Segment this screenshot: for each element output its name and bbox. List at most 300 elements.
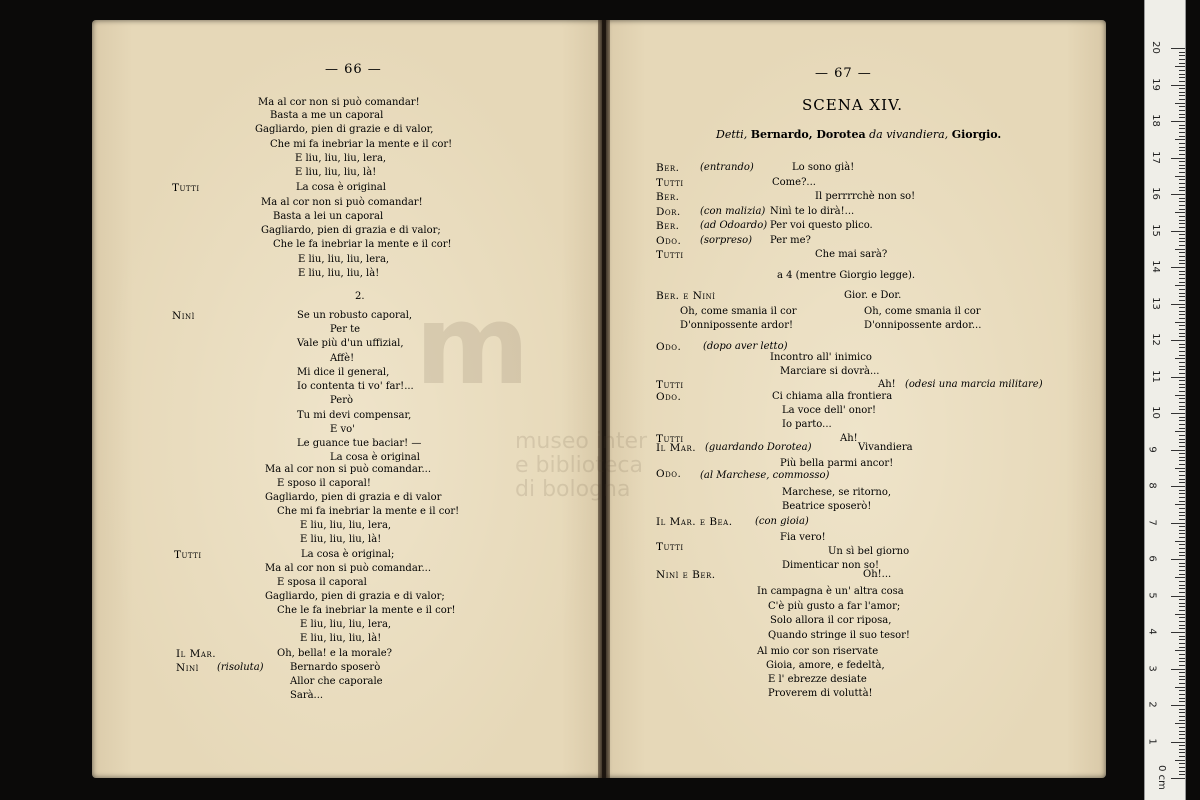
ruler-tick [1179, 271, 1185, 272]
ruler-tick [1179, 143, 1185, 144]
stage-direction: (guardando Dorotea) [705, 442, 812, 453]
ruler-tick [1179, 179, 1185, 180]
speaker-label: Il Mar. [176, 648, 217, 660]
ruler-tick [1179, 125, 1185, 126]
ruler-tick [1179, 490, 1185, 491]
ruler-tick [1179, 621, 1185, 622]
ruler-tick [1179, 592, 1185, 593]
ruler-tick [1179, 223, 1185, 224]
verse-line: In campagna è un' altra cosa [757, 586, 904, 597]
ruler-tick [1179, 665, 1185, 666]
ruler-tick [1171, 304, 1185, 305]
ruler-tick [1175, 139, 1185, 140]
ruler-tick [1179, 654, 1185, 655]
ruler-tick [1179, 752, 1185, 753]
speaker-label: Ninì [172, 310, 195, 322]
ruler-tick [1179, 336, 1185, 337]
ruler-number: 20 [1149, 41, 1161, 54]
verse-line: Io parto... [782, 419, 832, 430]
ruler-tick [1179, 398, 1185, 399]
verse-line: Vivandiera [858, 442, 913, 453]
verse-line: Ma al cor non si può comandar... [265, 464, 432, 475]
ruler-tick [1179, 128, 1185, 129]
verse-line: Gagliardo, pien di grazia e di valor; [261, 225, 441, 236]
ruler-tick [1179, 606, 1185, 607]
verse-line: E sposa il caporal [277, 577, 367, 588]
ruler-tick [1179, 278, 1185, 279]
page-number-left: — 66 — [325, 62, 382, 77]
verse-line: E l' ebrezze desiate [768, 674, 867, 685]
verse-line: Che le fa inebriar la mente e il cor! [273, 239, 452, 250]
ruler-tick [1179, 439, 1185, 440]
verse-line: Basta a me un caporal [270, 110, 384, 121]
ruler-tick [1179, 110, 1185, 111]
ruler-number: 12 [1149, 333, 1161, 346]
ruler-tick [1179, 387, 1185, 388]
ruler-tick [1171, 778, 1185, 779]
ruler-tick [1179, 333, 1185, 334]
verse-line: Le guance tue baciar! — [297, 438, 422, 449]
verse-line: C'è più gusto a far l'amor; [768, 601, 901, 612]
ruler-number: 17 [1149, 150, 1161, 164]
verse-line: Per me? [770, 235, 811, 246]
ruler-tick [1179, 526, 1185, 527]
ruler-number: 8 [1146, 482, 1158, 489]
ruler-tick [1179, 734, 1185, 735]
verse-line: Affè! [330, 353, 355, 364]
ruler-tick [1179, 424, 1185, 425]
ruler-tick [1175, 431, 1185, 432]
subtitle-role: da vivandiera, [869, 128, 949, 141]
ruler-tick [1179, 92, 1185, 93]
speaker-label: Ninì e Ber. [656, 569, 716, 581]
stage-direction: (con malizia) [700, 206, 766, 217]
page-number-right: — 67 — [815, 66, 872, 81]
ruler-tick [1179, 676, 1185, 677]
ruler-tick [1179, 475, 1185, 476]
ruler-tick [1179, 698, 1185, 699]
ruler-tick [1179, 446, 1185, 447]
verse-line: Ah! [878, 379, 896, 390]
ruler-tick [1179, 406, 1185, 407]
ruler-tick [1171, 523, 1185, 524]
watermark-line-2: e biblioteca [515, 453, 643, 478]
ruler-tick [1179, 533, 1185, 534]
ruler-tick [1179, 63, 1185, 64]
ruler-tick [1179, 574, 1185, 575]
ruler-tick [1179, 544, 1185, 545]
ruler-tick [1175, 176, 1185, 177]
ruler-tick [1179, 428, 1185, 429]
speaker-label: Ber. [656, 162, 680, 174]
ruler-tick [1175, 650, 1185, 651]
ruler-tick [1171, 48, 1185, 49]
ruler-tick [1179, 712, 1185, 713]
stage-direction: (risoluta) [217, 662, 264, 673]
speaker-label: Odo. [656, 391, 682, 403]
verse-line: Oh, come smania il cor [680, 306, 797, 317]
ruler-tick [1175, 723, 1185, 724]
ruler-tick [1179, 464, 1185, 465]
ruler-tick [1179, 300, 1185, 301]
ruler-tick [1179, 391, 1185, 392]
ruler-tick [1179, 150, 1185, 151]
ruler-number: 11 [1149, 369, 1161, 383]
ruler-tick [1179, 683, 1185, 684]
ruler-tick [1179, 745, 1185, 746]
ruler-tick [1179, 515, 1185, 516]
verse-line: Che mai sarà? [815, 249, 888, 260]
ruler-tick [1175, 395, 1185, 396]
ruler-tick [1175, 212, 1185, 213]
speaker-label: Tutti [172, 182, 200, 194]
ruler-tick [1179, 555, 1185, 556]
ruler-number: 18 [1149, 114, 1161, 127]
verse-line: Ma al cor non si può comandar! [261, 197, 423, 208]
ruler-tick [1175, 358, 1185, 359]
ruler-tick [1179, 625, 1185, 626]
ruler-tick [1179, 293, 1185, 294]
ruler-tick [1171, 121, 1185, 122]
ruler-tick [1179, 647, 1185, 648]
ruler-number: 10 [1149, 406, 1161, 419]
ruler-tick [1179, 636, 1185, 637]
stage-direction: (entrando) [700, 162, 754, 173]
ruler-tick [1171, 85, 1185, 86]
ruler-number: 5 [1146, 591, 1158, 599]
ruler-tick [1171, 632, 1185, 633]
verse-line: E sposo il caporal! [277, 478, 371, 489]
verse-line: Incontro all' inimico [770, 352, 872, 363]
verse-line: 2. [355, 291, 365, 302]
ruler-tick [1179, 168, 1185, 169]
ruler-tick [1179, 289, 1185, 290]
verse-line: La cosa è original; [301, 549, 395, 560]
speaker-label: Odo. [656, 468, 682, 480]
ruler-tick [1179, 241, 1185, 242]
ruler-tick [1179, 59, 1185, 60]
ruler-tick [1179, 537, 1185, 538]
ruler-tick [1179, 99, 1185, 100]
verse-line: a 4 (mentre Giorgio legge). [777, 270, 916, 281]
ruler-tick [1179, 756, 1185, 757]
ruler-tick [1179, 311, 1185, 312]
ruler-tick [1179, 165, 1185, 166]
ruler-tick [1179, 727, 1185, 728]
ruler-tick [1179, 172, 1185, 173]
verse-line: Fia vero! [780, 532, 826, 543]
ruler-tick [1175, 577, 1185, 578]
verse-line: Ci chiama alla frontiera [772, 391, 893, 402]
watermark-text [515, 430, 647, 502]
ruler-tick [1179, 694, 1185, 695]
verse-line: Lo sono già! [792, 162, 855, 173]
library-watermark [395, 281, 655, 502]
speaker-label: Dor. [656, 206, 681, 218]
ruler-tick [1179, 384, 1185, 385]
ruler-tick [1179, 190, 1185, 191]
ruler-tick [1179, 260, 1185, 261]
subtitle-names: Bernardo, Dorotea [750, 128, 866, 141]
ruler-tick [1179, 453, 1185, 454]
ruler-tick [1179, 77, 1185, 78]
stage-direction: (ad Odoardo) [700, 220, 768, 231]
scene-title: SCENA XIV. [802, 96, 904, 114]
ruler-tick [1179, 205, 1185, 206]
ruler-tick [1179, 362, 1185, 363]
ruler-number: 4 [1146, 628, 1158, 635]
ruler-tick [1171, 486, 1185, 487]
ruler-tick [1179, 563, 1185, 564]
ruler-tick [1179, 435, 1185, 436]
watermark-logo: m [415, 281, 530, 409]
ruler-tick [1179, 771, 1185, 772]
ruler-tick [1175, 322, 1185, 323]
ruler-tick [1179, 588, 1185, 589]
ruler-tick [1179, 493, 1185, 494]
verse-line: E liu, liu, liu, là! [298, 268, 380, 279]
ruler-tick [1179, 351, 1185, 352]
ruler-tick [1179, 501, 1185, 502]
ruler-number: 15 [1149, 223, 1161, 237]
ruler-number: 3 [1146, 664, 1158, 672]
ruler-tick [1179, 344, 1185, 345]
ruler-number: 0 cm [1155, 765, 1167, 790]
ruler-tick [1179, 774, 1185, 775]
ruler-tick [1179, 402, 1185, 403]
verse-line: Più bella parmi ancor! [780, 458, 894, 469]
ruler-tick [1179, 256, 1185, 257]
ruler-tick [1179, 471, 1185, 472]
ruler-tick [1179, 296, 1185, 297]
verse-line: Sarà... [290, 690, 324, 701]
ruler-tick [1175, 504, 1185, 505]
ruler-tick [1179, 187, 1185, 188]
ruler-tick [1179, 147, 1185, 148]
ruler-tick [1179, 610, 1185, 611]
ruler-tick [1179, 220, 1185, 221]
verse-line: Un sì bel giorno [828, 546, 910, 557]
speaker-label: Tutti [174, 549, 202, 561]
ruler-tick [1179, 548, 1185, 549]
verse-line: Ma al cor non si può comandar... [265, 563, 432, 574]
ruler-tick [1175, 103, 1185, 104]
ruler-tick [1179, 701, 1185, 702]
verse-line: La voce dell' onor! [782, 405, 877, 416]
ruler-tick [1179, 307, 1185, 308]
ruler-tick [1175, 760, 1185, 761]
ruler-tick [1175, 687, 1185, 688]
verse-line: Oh, bella! e la morale? [277, 648, 393, 659]
ruler-number: 1 [1146, 737, 1158, 745]
verse-line: Che le fa inebriar la mente e il cor! [277, 605, 456, 616]
ruler-tick [1179, 643, 1185, 644]
verse-line: E liu, liu, liu, lera, [298, 254, 390, 265]
ruler-tick [1179, 74, 1185, 75]
subtitle-detti: Detti, [716, 128, 748, 141]
verse-line: E liu, liu, liu, là! [300, 633, 382, 644]
verse-line: Io contenta ti vo' far!... [297, 381, 414, 392]
ruler-tick [1179, 366, 1185, 367]
verse-line: Gior. e Dor. [844, 290, 902, 301]
ruler-tick [1179, 70, 1185, 71]
ruler-tick [1179, 117, 1185, 118]
ruler-tick [1179, 460, 1185, 461]
speaker-label: Ninì [176, 662, 199, 674]
ruler-tick [1179, 508, 1185, 509]
measurement-ruler [1144, 0, 1186, 800]
ruler-tick [1179, 482, 1185, 483]
ruler-tick [1179, 749, 1185, 750]
stage-direction: (dopo aver letto) [703, 341, 788, 352]
verse-line: Gagliardo, pien di grazia e di valor [265, 492, 442, 503]
ruler-tick [1179, 373, 1185, 374]
verse-line: Marciare si dovrà... [780, 366, 880, 377]
ruler-tick [1175, 614, 1185, 615]
ruler-tick [1179, 369, 1185, 370]
verse-line: Mi dice il general, [297, 367, 390, 378]
verse-line: D'onnipossente ardor... [864, 320, 982, 331]
ruler-tick [1179, 325, 1185, 326]
verse-line: Vale più d'un uffizial, [297, 338, 404, 349]
verse-line: Come?... [772, 177, 816, 188]
verse-line: E liu, liu, liu, là! [300, 534, 382, 545]
speaker-label: Tutti [656, 249, 684, 261]
ruler-tick [1179, 114, 1185, 115]
ruler-tick [1171, 340, 1185, 341]
ruler-tick [1179, 318, 1185, 319]
ruler-tick [1171, 267, 1185, 268]
speaker-label: Ber. [656, 191, 680, 203]
ruler-tick [1179, 738, 1185, 739]
ruler-tick [1179, 227, 1185, 228]
ruler-tick [1179, 88, 1185, 89]
ruler-tick [1179, 690, 1185, 691]
ruler-tick [1179, 209, 1185, 210]
ruler-tick [1179, 672, 1185, 673]
verse-line: Bernardo sposerò [290, 662, 381, 673]
verse-line: Gagliardo, pien di grazia e di valor; [265, 591, 445, 602]
ruler-tick [1179, 479, 1185, 480]
verse-line: Tu mi devi compensar, [297, 410, 412, 421]
ruler-number: 7 [1146, 518, 1158, 526]
ruler-tick [1175, 66, 1185, 67]
verse-line: Se un robusto caporal, [297, 310, 413, 321]
ruler-tick [1179, 716, 1185, 717]
verse-line: Per te [330, 324, 361, 335]
ruler-tick [1175, 285, 1185, 286]
verse-line: E liu, liu, liu, là! [295, 167, 377, 178]
speaker-label: Tutti [656, 379, 684, 391]
stage-direction: (con gioia) [755, 516, 809, 527]
verse-line: Oh, come smania il cor [864, 306, 981, 317]
ruler-tick [1179, 106, 1185, 107]
ruler-tick [1179, 409, 1185, 410]
speaker-label: Tutti [656, 541, 684, 553]
ruler-tick [1171, 669, 1185, 670]
ruler-tick [1179, 216, 1185, 217]
ruler-tick [1179, 709, 1185, 710]
ruler-tick [1179, 457, 1185, 458]
stage-direction: (sorpreso) [700, 235, 752, 246]
ruler-tick [1179, 512, 1185, 513]
ruler-tick [1175, 541, 1185, 542]
ruler-tick [1179, 603, 1185, 604]
ruler-tick [1179, 530, 1185, 531]
verse-line: Gioia, amore, e fedeltà, [766, 660, 885, 671]
ruler-tick [1179, 132, 1185, 133]
ruler-number: 16 [1149, 187, 1161, 200]
ruler-number: 6 [1146, 555, 1158, 562]
ruler-tick [1179, 252, 1185, 253]
ruler-tick [1171, 158, 1185, 159]
ruler-tick [1179, 282, 1185, 283]
ruler-tick [1179, 679, 1185, 680]
ruler-number: 13 [1149, 296, 1161, 310]
verse-line: Basta a lei un caporal [273, 211, 384, 222]
verse-line: Oh!... [863, 569, 892, 580]
verse-line: Il perrrrchè non so! [815, 191, 916, 202]
scene-characters [716, 128, 1001, 141]
ruler-tick [1179, 329, 1185, 330]
ruler-tick [1179, 420, 1185, 421]
verse-line: La cosa è original [296, 182, 386, 193]
verse-line: Quando stringe il suo tesor! [768, 630, 910, 641]
speaker-label: Il Mar. e Bea. [656, 516, 733, 528]
ruler-tick [1179, 263, 1185, 264]
verse-line: Dimenticar non so! [782, 560, 880, 571]
verse-line: Ma al cor non si può comandar! [258, 97, 420, 108]
ruler-tick [1179, 136, 1185, 137]
ruler-tick [1179, 552, 1185, 553]
ruler-tick [1179, 570, 1185, 571]
ruler-tick [1179, 661, 1185, 662]
verse-line: D'onnipossente ardor! [680, 320, 793, 331]
verse-line: Proverem di voluttà! [768, 688, 873, 699]
speaker-label: Ber. [656, 220, 680, 232]
verse-line: Beatrice sposerò! [782, 501, 872, 512]
ruler-tick [1179, 52, 1185, 53]
stage-direction: (odesi una marcia militare) [905, 379, 1043, 390]
ruler-tick [1179, 314, 1185, 315]
ruler-number: 19 [1149, 77, 1161, 91]
verse-line: Al mio cor son riservate [757, 646, 879, 657]
ruler-tick [1171, 194, 1185, 195]
speaker-label: Odo. [656, 341, 682, 353]
verse-line: Allor che caporale [290, 676, 383, 687]
verse-line: Solo allora il cor riposa, [770, 615, 892, 626]
ruler-tick [1179, 442, 1185, 443]
ruler-tick [1179, 639, 1185, 640]
ruler-tick [1179, 519, 1185, 520]
ruler-tick [1179, 347, 1185, 348]
ruler-tick [1175, 249, 1185, 250]
verse-line: E liu, liu, liu, lera, [300, 619, 392, 630]
ruler-tick [1179, 234, 1185, 235]
ruler-tick [1175, 468, 1185, 469]
ruler-tick [1179, 628, 1185, 629]
ruler-tick [1171, 596, 1185, 597]
verse-line: Per voi questo plico. [770, 220, 873, 231]
verse-line: La cosa è original [330, 452, 420, 463]
ruler-tick [1179, 720, 1185, 721]
ruler-tick [1179, 198, 1185, 199]
speaker-label: Tutti [656, 433, 684, 445]
ruler-number: 14 [1149, 260, 1161, 273]
ruler-tick [1179, 417, 1185, 418]
ruler-tick [1171, 559, 1185, 560]
ruler-tick [1171, 231, 1185, 232]
